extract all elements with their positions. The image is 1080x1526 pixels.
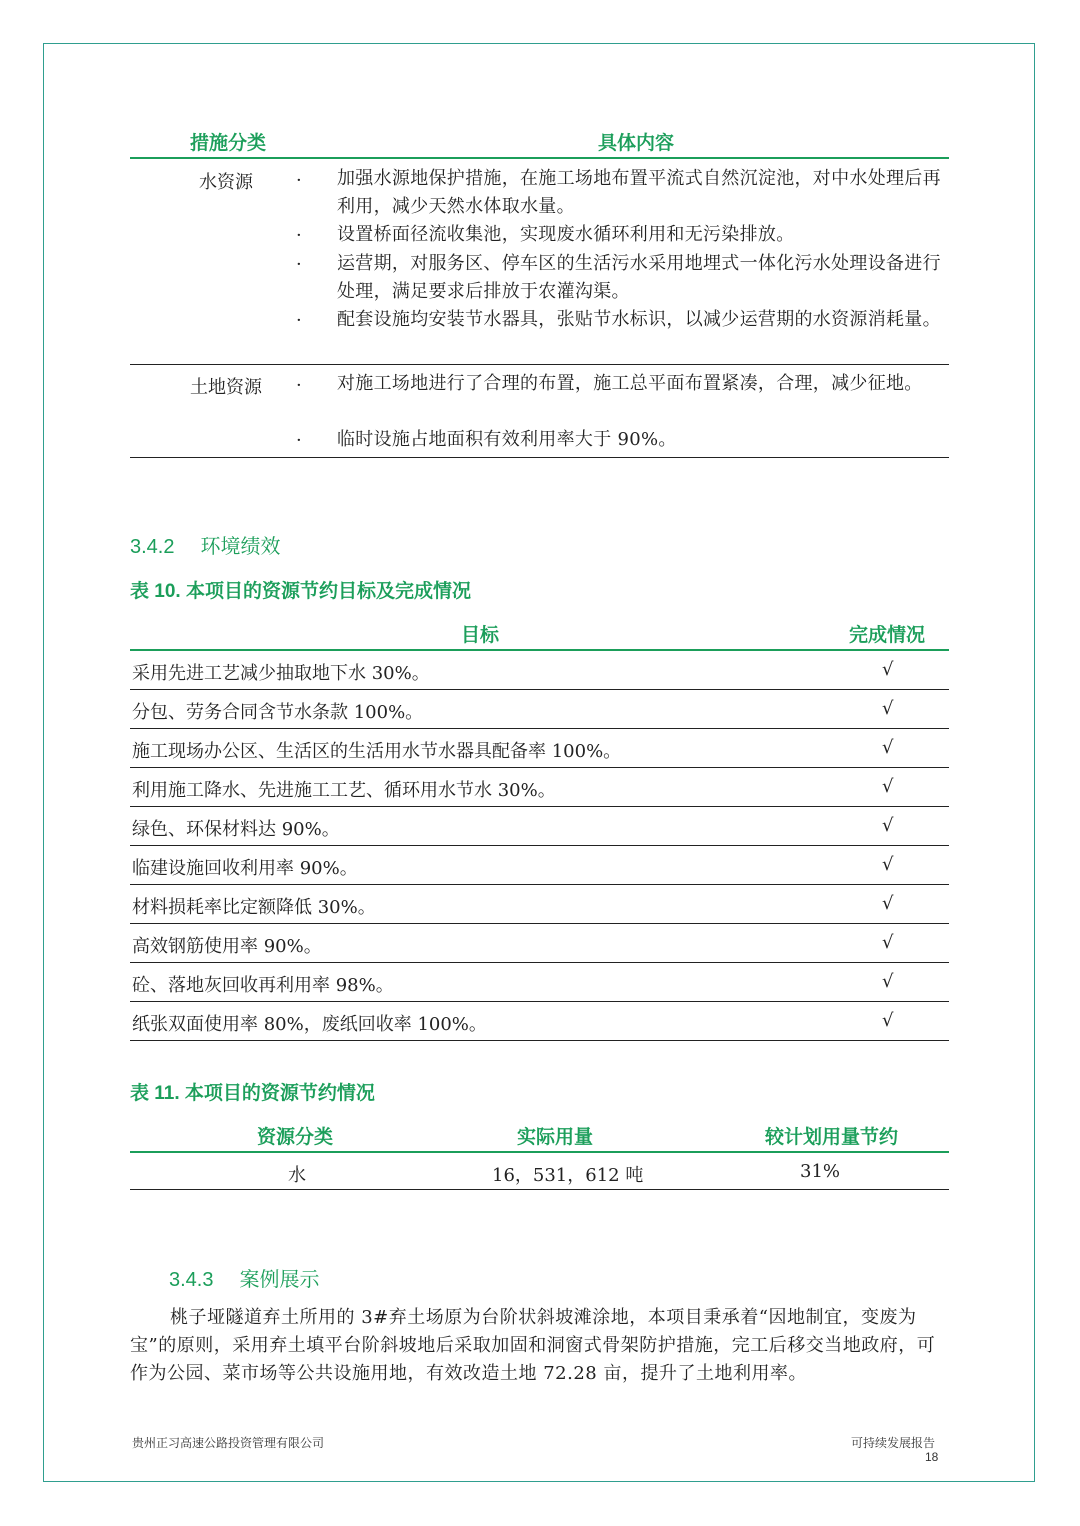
goal-text: 利用施工降水、先进施工工艺、循环用水节水 30%。	[132, 780, 556, 801]
table11-header-rule	[130, 1151, 949, 1153]
bullet: ·	[296, 310, 302, 331]
section-title: 环境绩效	[200, 536, 281, 558]
table-row	[130, 807, 949, 846]
measures-header-rule	[130, 157, 949, 159]
table11-cell-category: 水	[288, 1165, 306, 1186]
check-mark: √	[882, 893, 894, 914]
measures-header-category: 措施分类	[190, 133, 267, 154]
check-mark: √	[882, 737, 894, 758]
table-row	[130, 768, 949, 807]
table11-caption: 表 11. 本项目的资源节约情况	[130, 1083, 375, 1104]
table10-header-status: 完成情况	[849, 625, 926, 646]
footer-report-title: 可持续发展报告	[851, 1436, 936, 1450]
footer-company: 贵州正习高速公路投资管理有限公司	[132, 1436, 325, 1450]
goal-text: 绿色、环保材料达 90%。	[132, 819, 340, 840]
goal-text: 分包、劳务合同含节水条款 100%。	[132, 702, 424, 723]
goal-text: 施工现场办公区、生活区的生活用水节水器具配备率 100%。	[132, 741, 622, 762]
measures-category-water: 水资源	[199, 172, 253, 193]
measure-item: 配套设施均安装节水器具，张贴节水标识，以减少运营期的水资源消耗量。	[337, 309, 941, 330]
section-heading-343	[169, 1263, 319, 1292]
section-heading-342	[130, 530, 280, 559]
measure-item: 对施工场地进行了合理的布置，施工总平面布置紧凑，合理，减少征地。	[337, 373, 923, 394]
check-mark: √	[882, 932, 894, 953]
table-row	[130, 963, 949, 1002]
case-paragraph: 桃子垭隧道弃土所用的 3#弃土场原为台阶状斜坡滩涂地，本项目秉承着“因地制宜，变废为宝”的原则，采用弃土填平台阶斜坡地后采取加固和洞窗式骨架防护措施，完工后移交当地政府，可作为公园、菜市场等公共设施用地，有效改造土地 72.28 亩，提升了土地利用率。	[130, 1307, 936, 1384]
check-mark: √	[882, 776, 894, 797]
bullet: ·	[296, 254, 302, 275]
measures-header-content: 具体内容	[598, 133, 675, 154]
check-mark: √	[882, 854, 894, 875]
goal-text: 临建设施回收利用率 90%。	[132, 858, 358, 879]
section-number: 3.4.3	[169, 1269, 214, 1291]
table10-header-goal: 目标	[461, 625, 500, 646]
measures-row-divider	[130, 364, 949, 365]
goal-text: 采用先进工艺减少抽取地下水 30%。	[132, 663, 430, 684]
goal-text: 纸张双面使用率 80%，废纸回收率 100%。	[132, 1014, 487, 1035]
table10-caption: 表 10. 本项目的资源节约目标及完成情况	[130, 581, 471, 602]
table-row	[130, 924, 949, 963]
table11-header-usage: 实际用量	[517, 1127, 594, 1148]
measures-bottom-rule	[130, 457, 949, 458]
measures-category-land: 土地资源	[190, 377, 262, 398]
check-mark: √	[882, 1010, 894, 1031]
table11-header-category: 资源分类	[257, 1127, 334, 1148]
goal-text: 高效钢筋使用率 90%。	[132, 936, 322, 957]
table11-header-saving: 较计划用量节约	[765, 1127, 899, 1148]
footer-page-number: 18	[925, 1450, 939, 1464]
bullet: ·	[296, 375, 302, 396]
measure-item: 设置桥面径流收集池，实现废水循环利用和无污染排放。	[337, 224, 795, 245]
check-mark: √	[882, 971, 894, 992]
check-mark: √	[882, 659, 894, 680]
bullet: ·	[296, 225, 302, 246]
table11-cell-saving: 31%	[800, 1161, 841, 1182]
section-title: 案例展示	[239, 1269, 320, 1291]
bullet: ·	[296, 170, 302, 191]
measure-item: 加强水源地保护措施，在施工场地布置平流式自然沉淀池，对中水处理后再利用，减少天然水体取水量。	[337, 168, 941, 217]
check-mark: √	[882, 815, 894, 836]
bullet: ·	[296, 430, 302, 451]
goal-text: 材料损耗率比定额降低 30%。	[132, 897, 376, 918]
table-row	[130, 846, 949, 885]
table-row	[130, 1002, 949, 1041]
table11-bottom-rule	[130, 1189, 949, 1190]
measure-item: 临时设施占地面积有效利用率大于 90%。	[337, 429, 677, 450]
measure-item: 运营期，对服务区、停车区的生活污水采用地埋式一体化污水处理设备进行处理，满足要求后排放于农灌沟渠。	[337, 253, 941, 302]
table-row	[130, 729, 949, 768]
table-row	[130, 651, 949, 690]
check-mark: √	[882, 698, 894, 719]
section-number: 3.4.2	[130, 536, 175, 558]
goal-text: 砼、落地灰回收再利用率 98%。	[132, 975, 394, 996]
table-row	[130, 885, 949, 924]
table-row	[130, 690, 949, 729]
table11-cell-usage: 16，531，612 吨	[492, 1165, 644, 1186]
